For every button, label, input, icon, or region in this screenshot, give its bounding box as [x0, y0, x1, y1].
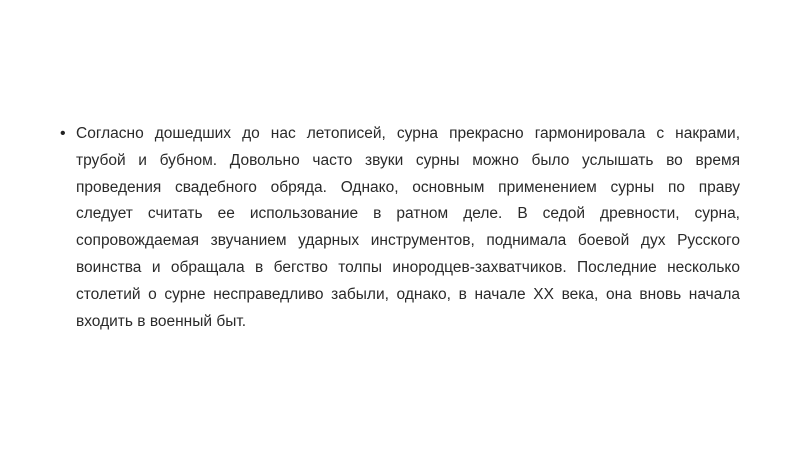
paragraph-line: столетий о сурне несправедливо забыли, однако, в начале XX века, она вновь начала: [76, 285, 740, 303]
paragraph-line: трубой и бубном. Довольно часто звуки сурны можно было услышать во время: [76, 151, 740, 169]
paragraph-line: проведения свадебного обряда. Однако, основным применением сурны по праву: [76, 178, 740, 196]
paragraph-line: следует считать ее использование в ратном деле. В седой древности, сурна,: [76, 205, 740, 223]
paragraph-line: сопровождаемая звучанием ударных инструментов, поднимала боевой дух Русского: [76, 232, 740, 250]
paragraph-line: воинства и обращала в бегство толпы инородцев-захватчиков. Последние несколько: [76, 258, 740, 276]
paragraph-text: [76, 121, 740, 335]
bullet-marker: •: [60, 125, 66, 142]
paragraph-line: Согласно дошедших до нас летописей, сурна прекрасно гармонировала с накрами,: [76, 125, 740, 142]
paragraph-line: входить в военный быт.: [76, 312, 247, 330]
